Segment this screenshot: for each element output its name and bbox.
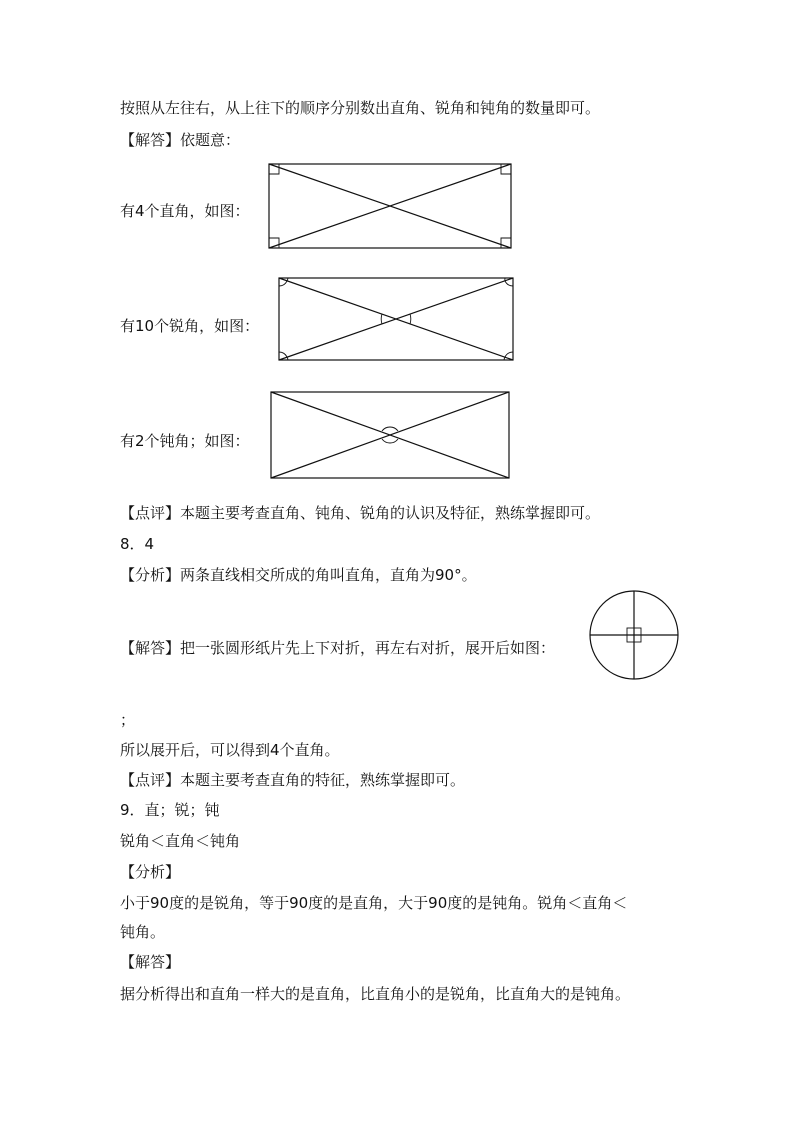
text-line-14: 锐角＜直角＜钝角	[120, 832, 241, 850]
obtuse-angle-rectangle-figure	[270, 391, 510, 479]
right-angle-rectangle-figure	[268, 163, 512, 249]
text-line-11: 所以展开后，可以得到4个直角。	[120, 741, 340, 759]
text-line-2: 【解答】依题意：	[120, 131, 241, 149]
folded-circle-figure	[588, 589, 680, 681]
text-line-13: 9．直；锐；钝	[120, 801, 220, 819]
acute-angle-rectangle-figure	[278, 277, 514, 361]
text-line-8: 【分析】两条直线相交所成的角叫直角，直角为90°。	[120, 566, 477, 584]
text-line-16: 小于90度的是锐角，等于90度的是直角，大于90度的是钝角。锐角＜直角＜	[120, 894, 628, 912]
text-line-5: 有2个钝角；如图：	[120, 432, 250, 450]
text-line-4: 有10个锐角，如图：	[120, 317, 260, 335]
text-line-19: 据分析得出和直角一样大的是直角，比直角小的是锐角，比直角大的是钝角。	[120, 985, 631, 1003]
text-line-18: 【解答】	[120, 953, 181, 971]
text-line-12: 【点评】本题主要考查直角的特征，熟练掌握即可。	[120, 771, 466, 789]
text-line-10: ；	[120, 711, 136, 729]
text-line-7: 8．4	[120, 535, 155, 553]
text-line-1: 按照从左往右，从上往下的顺序分别数出直角、锐角和钝角的数量即可。	[120, 99, 601, 117]
text-line-9: 【解答】把一张圆形纸片先上下对折，再左右对折，展开后如图：	[120, 639, 556, 657]
text-line-17: 钝角。	[120, 923, 166, 941]
text-line-15: 【分析】	[120, 863, 181, 881]
text-line-3: 有4个直角，如图：	[120, 202, 250, 220]
text-line-6: 【点评】本题主要考查直角、钝角、锐角的认识及特征，熟练掌握即可。	[120, 504, 601, 522]
